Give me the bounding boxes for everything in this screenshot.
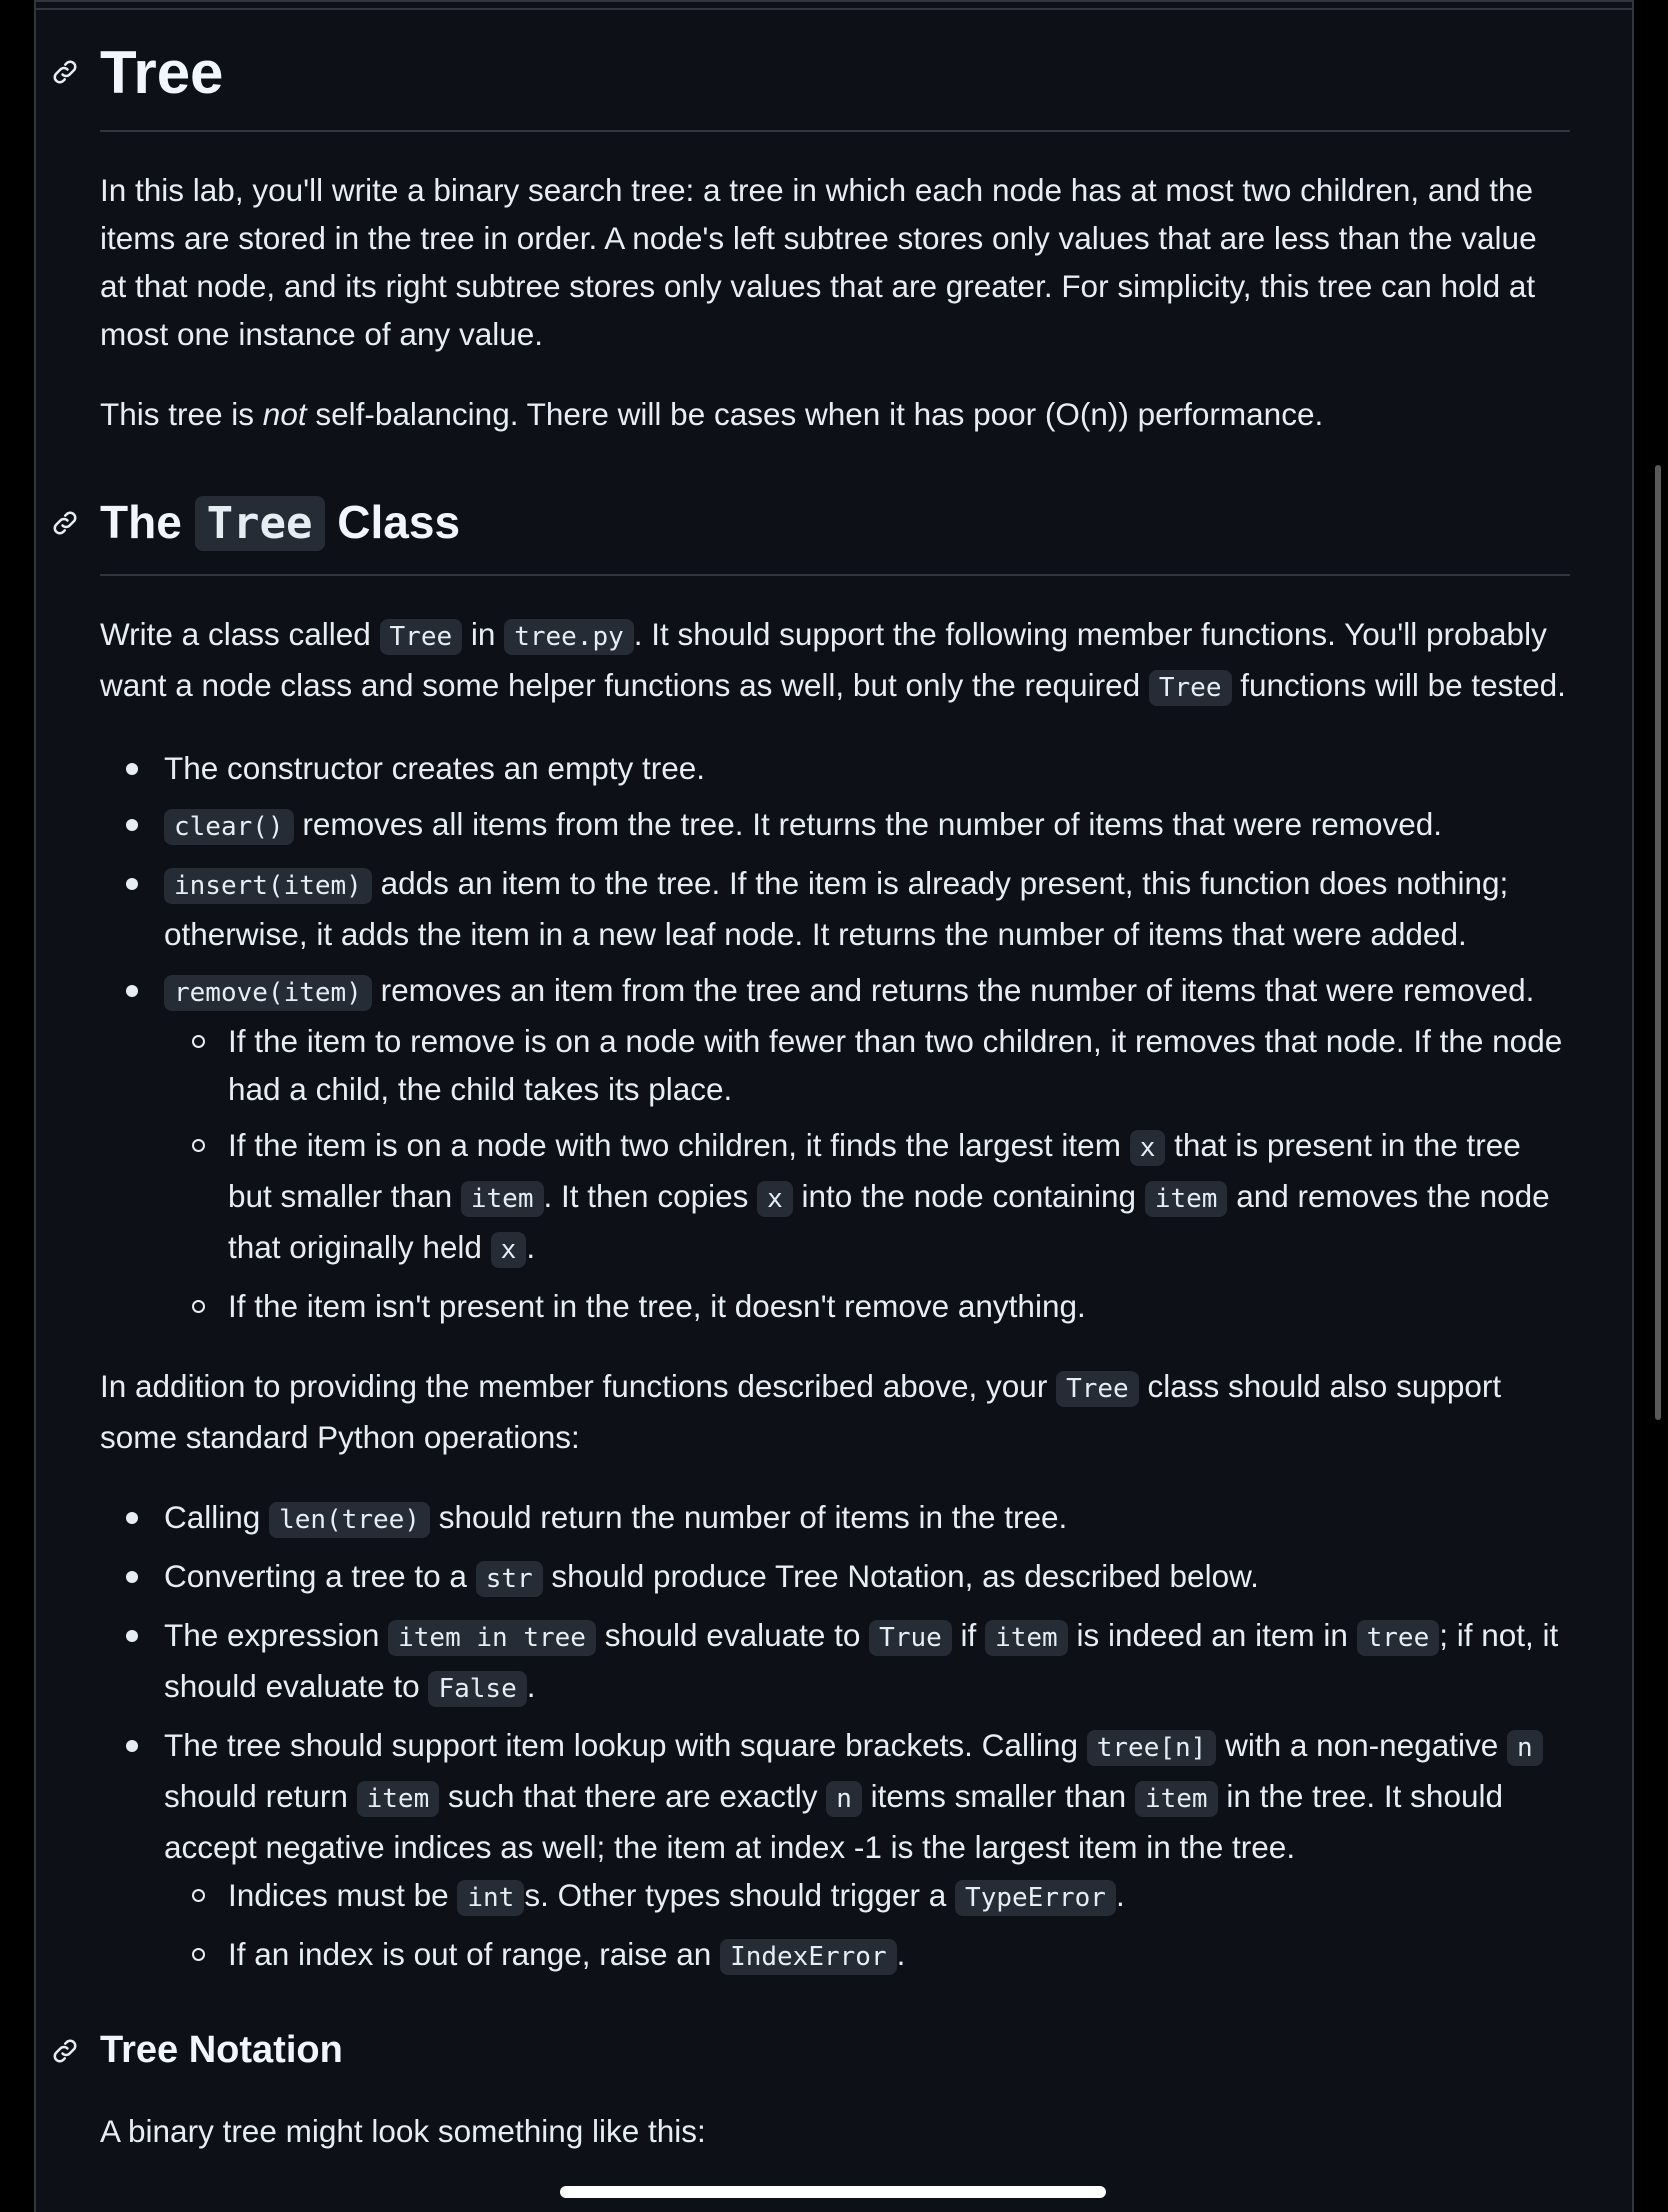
list-item: If the item is on a node with two children, it finds the largest item x that is present in the tree but smaller than item . It then copies x into the node containing item and removes the node that originally held x . bbox=[228, 1121, 1570, 1274]
member-functions-list bbox=[100, 744, 1570, 1330]
addition-paragraph: In addition to providing the member functions described above, your Tree class should also support some standard Python operations: bbox=[100, 1368, 1502, 1455]
markdown-body bbox=[100, 2, 1570, 2155]
scrollbar-thumb[interactable] bbox=[1655, 465, 1661, 1420]
emphasis-not: not bbox=[262, 396, 307, 432]
inline-code: Tree bbox=[1149, 670, 1232, 706]
heading-tree-class: The Tree Class bbox=[100, 492, 1570, 576]
class-intro-paragraph: Write a class called Tree in tree.py . It should support the following member functions. You'll probably want a node class and some helper functions as well, but only the required Tree functions will be tested. bbox=[100, 610, 1570, 712]
home-indicator[interactable] bbox=[560, 2186, 1106, 2198]
link-icon[interactable] bbox=[50, 508, 80, 538]
inline-code: tree[n] bbox=[1087, 1730, 1217, 1766]
inline-code: insert(item) bbox=[164, 868, 372, 904]
list-item: Calling len(tree) should return the number of items in the tree. bbox=[164, 1493, 1570, 1544]
balance-paragraph: This tree is not self-balancing. There will be cases when it has poor (O(n)) performance. bbox=[100, 396, 1324, 432]
list-item: remove(item) removes an item from the tree and returns the number of items that were removed. If the item to remove is on a node with fewer than two children, it removes that node. If the node had a child, the child takes its place. If the item is on a node with two children, it finds the largest item x that is present in the tree but smaller than item . It then copies x into the node containing item and removes the node that originally held x . If the item isn't present in the tree, it doesn't remove anything. bbox=[164, 966, 1570, 1330]
inline-code: item bbox=[1145, 1181, 1228, 1217]
inline-code: item bbox=[1135, 1781, 1218, 1817]
notation-intro-paragraph: A binary tree might look something like this: bbox=[100, 2113, 706, 2149]
inline-code: False bbox=[428, 1671, 526, 1707]
inline-code: x bbox=[1130, 1130, 1166, 1166]
inline-code: tree bbox=[1357, 1620, 1440, 1656]
inline-code: Tree bbox=[380, 619, 463, 655]
list-item: The expression item in tree should evaluate to True if item is indeed an item in tree ; if not, it should evaluate to False . bbox=[164, 1611, 1570, 1713]
inline-code: n bbox=[826, 1781, 862, 1817]
intro-paragraph: In this lab, you'll write a binary search tree: a tree in which each node has at most two children, and the items are stored in the tree in order. A node's left subtree stores only values that are less than the value at that node, and its right subtree stores only values that are greater. For simplicity, this tree can hold at most one instance of any value. bbox=[100, 172, 1537, 352]
inline-code: item bbox=[357, 1781, 440, 1817]
list-item: Indices must be int s. Other types should trigger a TypeError . bbox=[228, 1871, 1570, 1922]
inline-code: IndexError bbox=[720, 1939, 897, 1975]
link-icon[interactable] bbox=[50, 57, 80, 87]
heading-tree-notation: Tree Notation bbox=[100, 2025, 1570, 2075]
inline-code: clear() bbox=[164, 809, 294, 845]
list-item: clear() removes all items from the tree. It returns the number of items that were removed. bbox=[164, 800, 1570, 851]
list-item: If the item to remove is on a node with fewer than two children, it removes that node. If the node had a child, the child takes its place. bbox=[228, 1017, 1570, 1113]
inline-code: len(tree) bbox=[269, 1502, 430, 1538]
inline-code: int bbox=[457, 1880, 524, 1916]
list-item: If an index is out of range, raise an IndexError . bbox=[228, 1930, 1570, 1981]
inline-code: TypeError bbox=[955, 1880, 1116, 1916]
list-item: The constructor creates an empty tree. bbox=[164, 744, 1570, 792]
list-item: The tree should support item lookup with square brackets. Calling tree[n] with a non-negative n should return item such that there are exactly n items smaller than item in the tree. It should accept negative indices as well; the item at index -1 is the largest item in the tree. Indices must be int s. Other types should trigger a TypeError . If an index is out of range, raise an IndexError . bbox=[164, 1721, 1570, 1981]
inline-code: str bbox=[476, 1561, 543, 1597]
index-sublist bbox=[164, 1871, 1570, 1981]
inline-code: True bbox=[869, 1620, 952, 1656]
inline-code: tree.py bbox=[504, 619, 634, 655]
inline-code: Tree bbox=[195, 496, 325, 551]
inline-code: n bbox=[1507, 1730, 1543, 1766]
readme-page bbox=[34, 0, 1634, 2212]
remove-sublist bbox=[164, 1017, 1570, 1330]
inline-code: item in tree bbox=[388, 1620, 596, 1656]
python-ops-list bbox=[100, 1493, 1570, 1981]
list-item: insert(item) adds an item to the tree. If the item is already present, this function does nothing; otherwise, it adds the item in a new leaf node. It returns the number of items that were added. bbox=[164, 859, 1570, 958]
inline-code: Tree bbox=[1056, 1371, 1139, 1407]
inline-code: remove(item) bbox=[164, 975, 372, 1011]
heading-tree bbox=[100, 2, 1570, 132]
inline-code: item bbox=[985, 1620, 1068, 1656]
inline-code: x bbox=[757, 1181, 793, 1217]
link-icon[interactable] bbox=[50, 2036, 80, 2066]
inline-code: item bbox=[461, 1181, 544, 1217]
inline-code: x bbox=[491, 1232, 527, 1268]
list-item: If the item isn't present in the tree, it doesn't remove anything. bbox=[228, 1282, 1570, 1330]
list-item: Converting a tree to a str should produce Tree Notation, as described below. bbox=[164, 1552, 1570, 1603]
heading-tree-text: Tree bbox=[100, 39, 224, 106]
